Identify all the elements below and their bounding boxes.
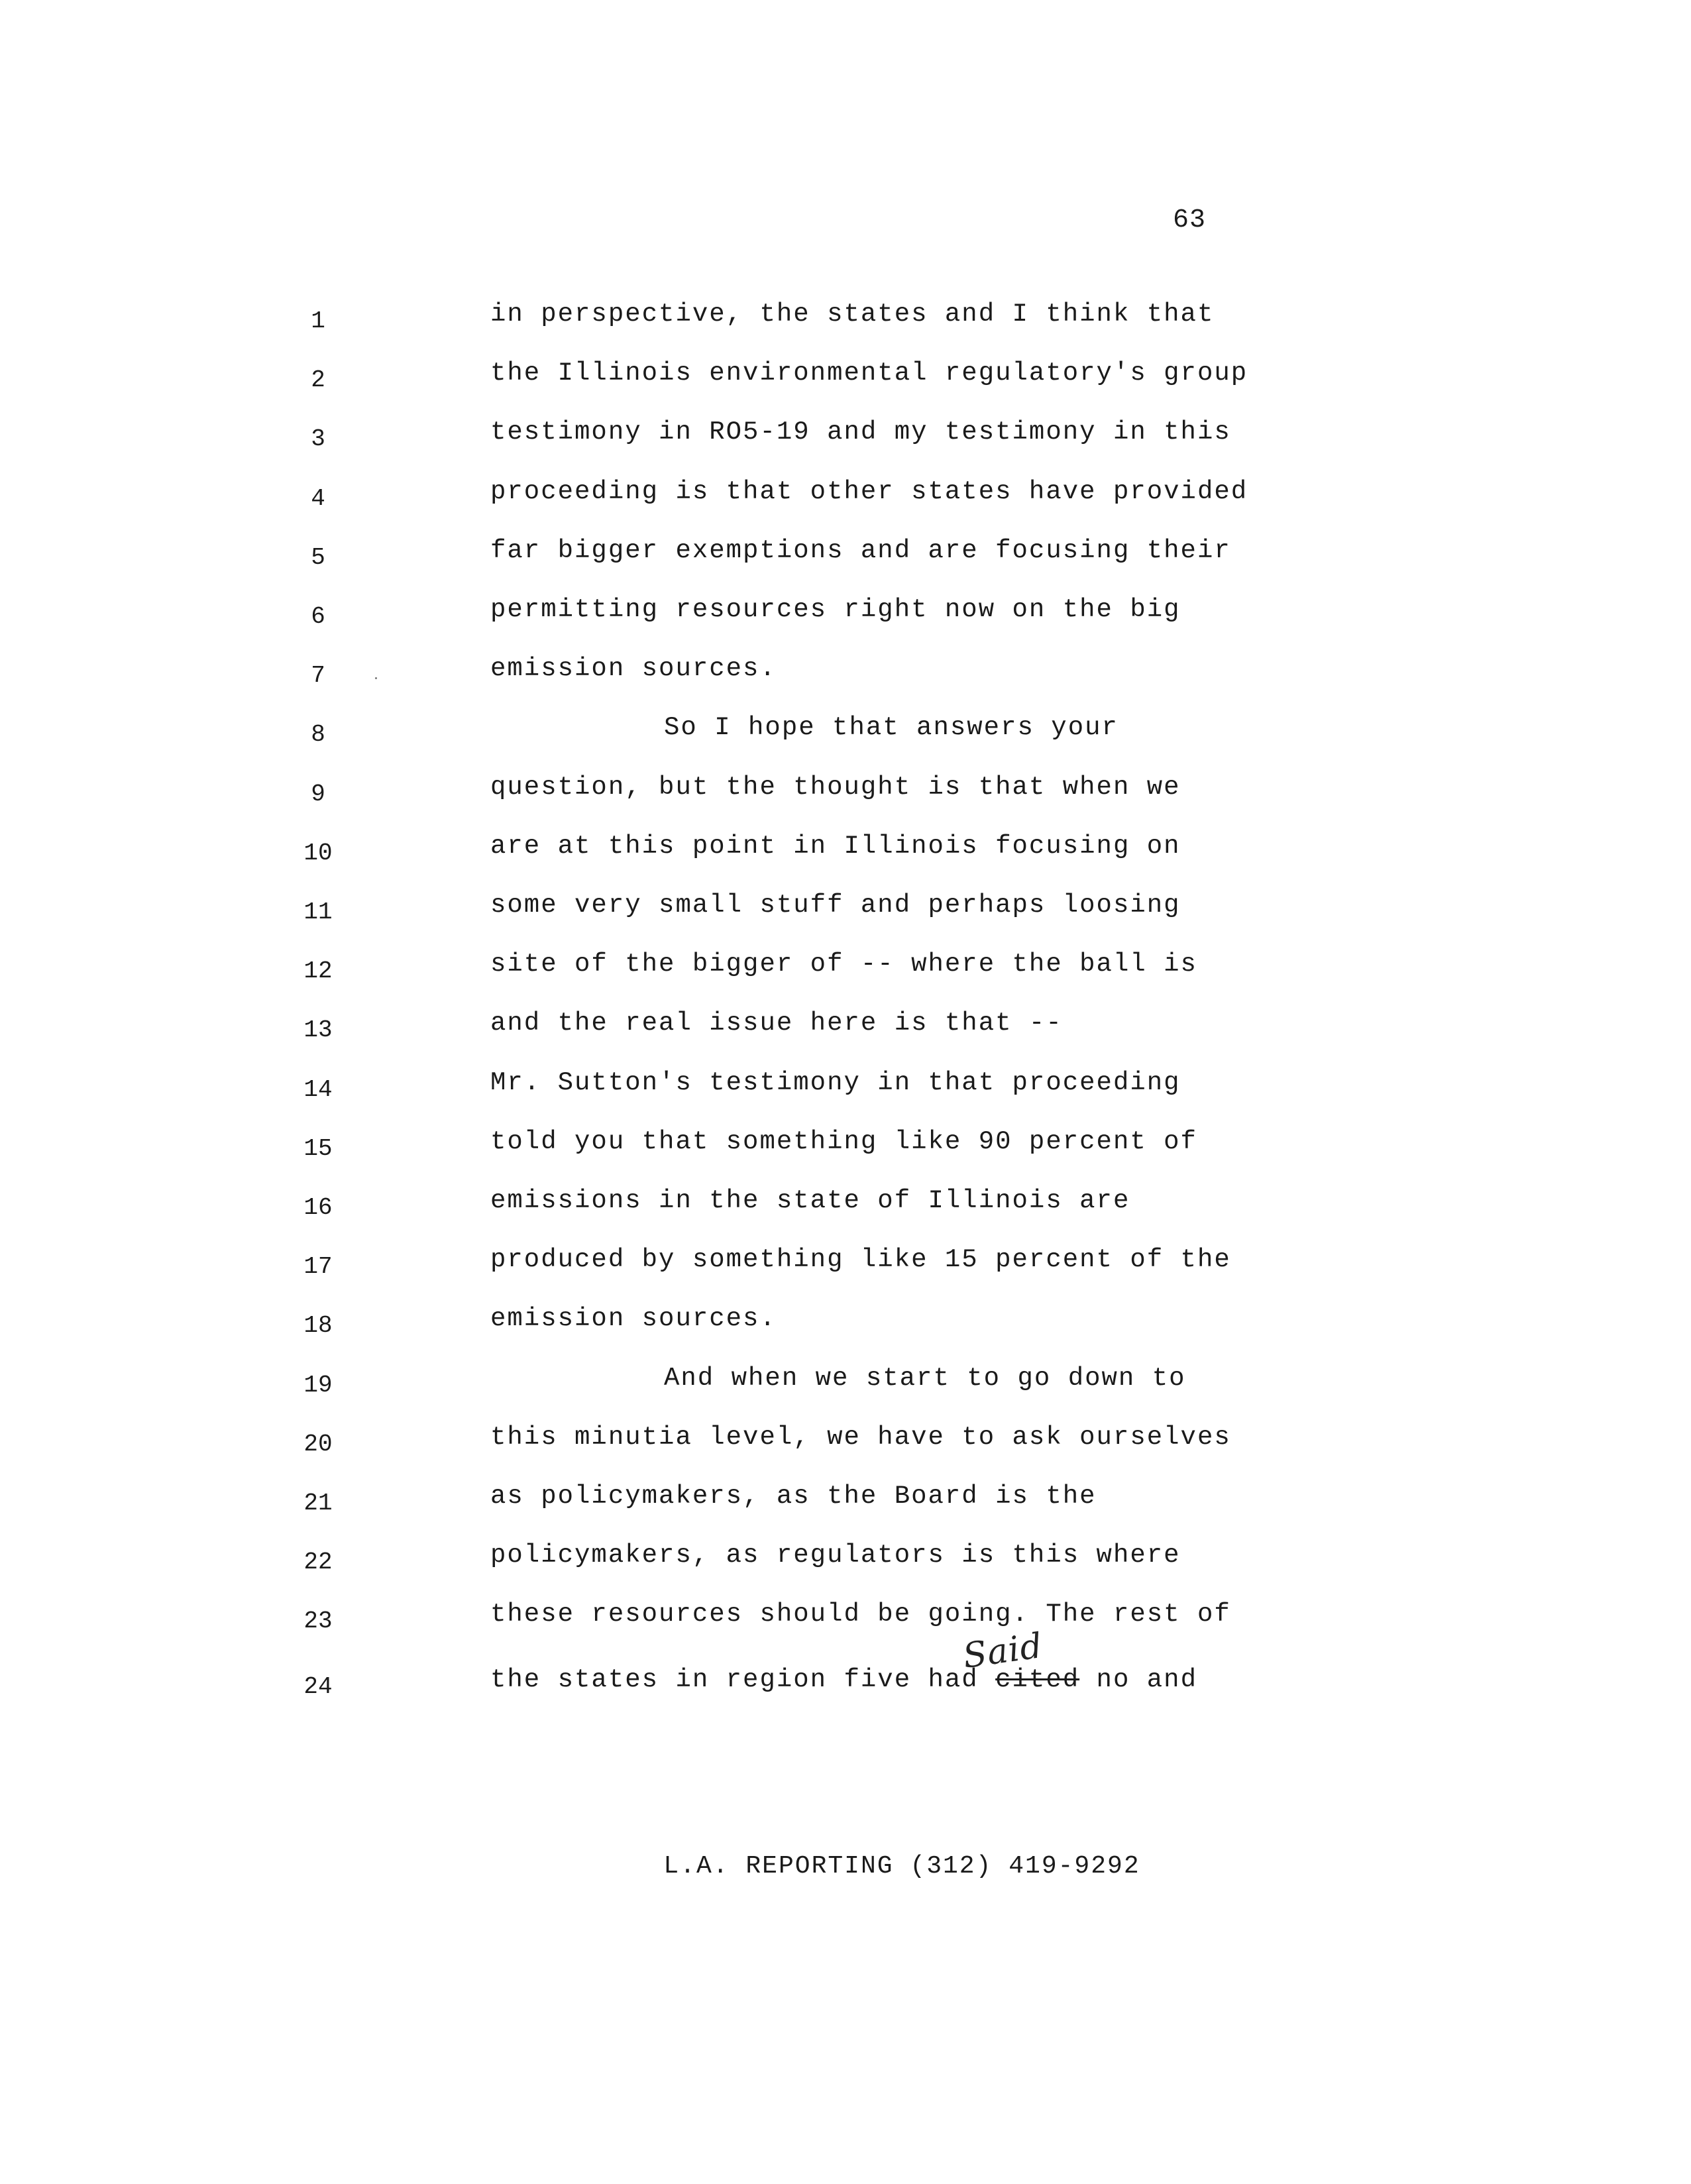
transcript-line-1	[0, 300, 1691, 339]
line-text: these resources should be going. The rest of	[490, 1600, 1231, 1629]
line-number: 22	[303, 1549, 333, 1576]
line-text-after: no and	[1079, 1665, 1197, 1694]
line-text: And when we start to go down to	[664, 1364, 1186, 1393]
line-text: question, but the thought is that when we	[490, 773, 1181, 802]
line-number: 6	[311, 603, 325, 630]
transcript-line-11	[0, 891, 1691, 930]
line-text: site of the bigger of -- where the ball is	[490, 950, 1197, 979]
line-text: produced by something like 15 percent of the	[490, 1245, 1231, 1274]
line-text: So I hope that answers your	[664, 713, 1118, 742]
line-text: testimony in RO5-19 and my testimony in this	[490, 417, 1231, 447]
transcript-line-23	[0, 1600, 1691, 1639]
line-number: 5	[311, 544, 325, 571]
transcript-line-19	[0, 1364, 1691, 1403]
line-number: 2	[311, 366, 325, 394]
line-text: as policymakers, as the Board is the	[490, 1482, 1097, 1511]
transcript-line-14	[0, 1068, 1691, 1108]
transcript-line-8	[0, 713, 1691, 753]
line-number: 9	[311, 781, 325, 808]
scan-speck	[375, 677, 377, 679]
transcript-line-4	[0, 477, 1691, 517]
line-number: 23	[303, 1608, 333, 1635]
transcript-line-15	[0, 1127, 1691, 1167]
transcript-line-20	[0, 1423, 1691, 1462]
line-text: proceeding is that other states have provided	[490, 477, 1248, 506]
line-text: Mr. Sutton's testimony in that proceeding	[490, 1068, 1181, 1097]
page-number: 63	[1173, 205, 1207, 235]
line-text: far bigger exemptions and are focusing their	[490, 536, 1231, 565]
line-text: some very small stuff and perhaps loosing	[490, 891, 1181, 920]
line-number: 10	[303, 840, 333, 867]
transcript-line-9	[0, 773, 1691, 812]
line-number: 21	[303, 1490, 333, 1517]
transcript-line-6	[0, 595, 1691, 635]
transcript-line-21	[0, 1482, 1691, 1521]
transcript-line-13	[0, 1009, 1691, 1048]
line-number: 24	[303, 1673, 333, 1700]
transcript-line-5	[0, 536, 1691, 576]
line-number: 15	[303, 1135, 333, 1162]
line-text: are at this point in Illinois focusing on	[490, 832, 1181, 861]
line-text: and the real issue here is that --	[490, 1009, 1063, 1038]
line-text: emissions in the state of Illinois are	[490, 1186, 1130, 1215]
line-number: 19	[303, 1372, 333, 1399]
line-number: 11	[303, 899, 333, 926]
line-number: 20	[303, 1431, 333, 1458]
line-number: 12	[303, 957, 333, 985]
line-text: emission sources.	[490, 654, 777, 683]
transcript-line-2	[0, 358, 1691, 398]
line-text: told you that something like 90 percent of	[490, 1127, 1197, 1156]
transcript-line-22	[0, 1541, 1691, 1580]
line-number: 14	[303, 1076, 333, 1103]
transcript-line-7	[0, 654, 1691, 694]
line-number: 16	[303, 1194, 333, 1221]
line-text: emission sources.	[490, 1304, 777, 1333]
transcript-line-24	[0, 1665, 1691, 1705]
line-number: 1	[311, 307, 325, 335]
line-text: in perspective, the states and I think that	[490, 300, 1215, 329]
transcript-line-17	[0, 1245, 1691, 1285]
line-text-before: the states in region five had	[490, 1665, 996, 1694]
struck-word: cited	[995, 1665, 1080, 1694]
line-text: the Illinois environmental regulatory's group	[490, 358, 1248, 388]
line-number: 17	[303, 1253, 333, 1280]
footer-reporting: L.A. REPORTING (312) 419-9292	[663, 1852, 1140, 1881]
transcript-line-10	[0, 832, 1691, 871]
line-text: policymakers, as regulators is this where	[490, 1541, 1181, 1570]
line-text	[490, 1665, 1197, 1694]
transcript-line-16	[0, 1186, 1691, 1226]
line-number: 4	[311, 485, 325, 512]
transcript-line-3	[0, 417, 1691, 457]
line-number: 8	[311, 721, 325, 748]
line-number: 13	[303, 1016, 333, 1044]
line-number: 7	[311, 662, 325, 689]
transcript-line-12	[0, 950, 1691, 989]
handwritten-correction: Said	[960, 1625, 1046, 1676]
line-text: this minutia level, we have to ask ourselves	[490, 1423, 1231, 1452]
transcript-line-18	[0, 1304, 1691, 1344]
line-number: 3	[311, 425, 325, 453]
line-text: permitting resources right now on the big	[490, 595, 1181, 624]
line-number: 18	[303, 1312, 333, 1339]
